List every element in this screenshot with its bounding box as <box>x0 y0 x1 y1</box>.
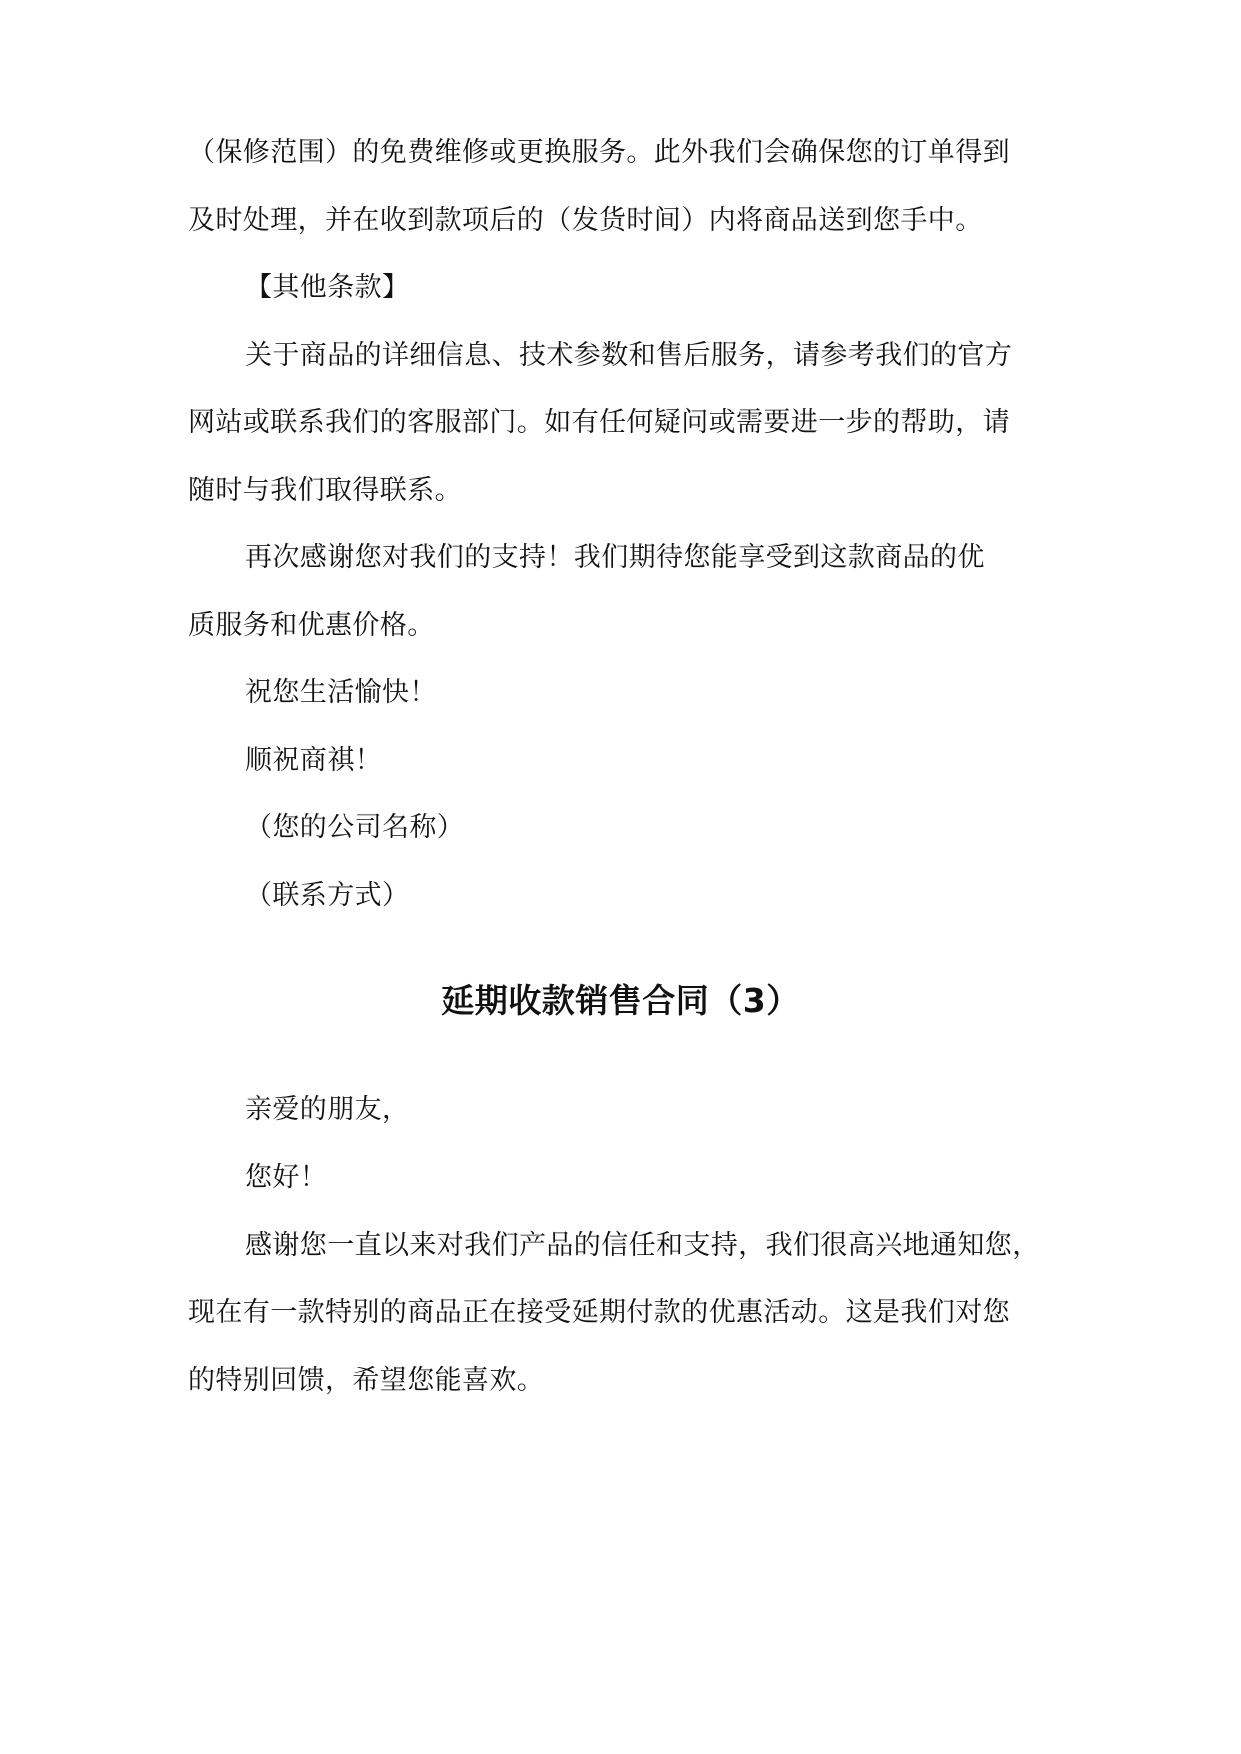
paragraph-info-line-3: 随时与我们取得联系。 <box>188 475 462 506</box>
closing-business: 顺祝商祺！ <box>245 745 382 776</box>
closing-wish: 祝您生活愉快！ <box>245 677 437 708</box>
paragraph-body-line-3: 的特别回馈，希望您能喜欢。 <box>188 1365 545 1396</box>
paragraph-info-line-1: 关于商品的详细信息、技术参数和售后服务，请参考我们的官方 <box>245 340 1013 371</box>
letter-greeting: 亲爱的朋友， <box>245 1094 410 1125</box>
signature-contact: （联系方式） <box>245 880 410 911</box>
paragraph-body-line-1: 感谢您一直以来对我们产品的信任和支持，我们很高兴地通知您， <box>245 1230 1040 1261</box>
paragraph-info-line-2: 网站或联系我们的客服部门。如有任何疑问或需要进一步的帮助，请 <box>188 407 1010 438</box>
paragraph-thanks-line-1: 再次感谢您对我们的支持！我们期待您能享受到这款商品的优 <box>245 542 985 573</box>
section-heading-other-terms: 【其他条款】 <box>245 272 410 303</box>
signature-company-name: （您的公司名称） <box>245 812 465 843</box>
paragraph-warranty-line-2: 及时处理，并在收到款项后的（发货时间）内将商品送到您手中。 <box>188 205 983 236</box>
section-title: 延期收款销售合同（3） <box>441 981 800 1020</box>
paragraph-thanks-line-2: 质服务和优惠价格。 <box>188 610 435 641</box>
paragraph-warranty-line-1: （保修范围）的免费维修或更换服务。此外我们会确保您的订单得到 <box>188 137 1010 168</box>
paragraph-body-line-2: 现在有一款特别的商品正在接受延期付款的优惠活动。这是我们对您 <box>188 1297 1010 1328</box>
letter-hello: 您好！ <box>245 1162 328 1193</box>
